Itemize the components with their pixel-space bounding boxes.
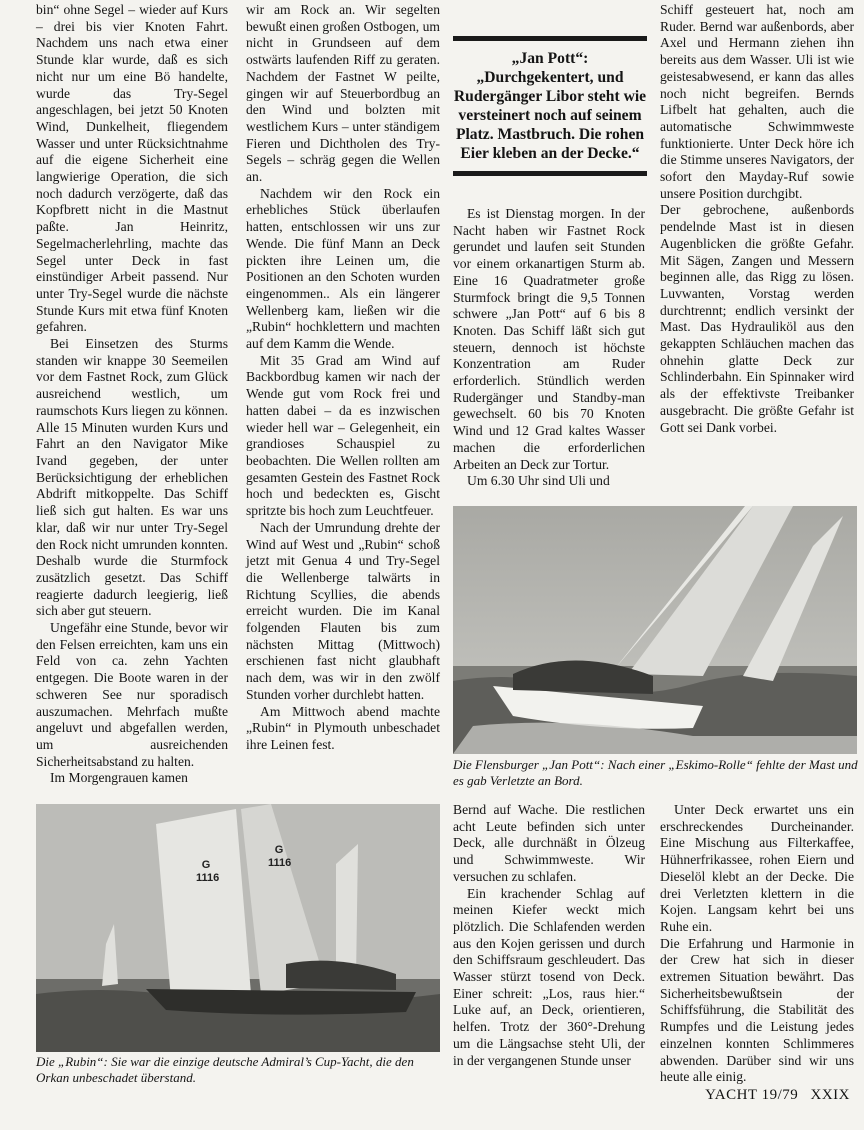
article-column-5 xyxy=(453,802,645,1069)
paragraph: Unter Deck erwartet uns ein erschreckendes Durcheinander. Eine Mischung aus Filterkaffee, Hühnerfrikassee, rohen Eiern und Dieselöl klebt an der Decke. Die drei Verletzten klettern in die Kojen. Langsam kehrt bei uns Ruhe ein. xyxy=(660,802,854,934)
photo-jan-pott xyxy=(453,506,857,754)
caption-rubin: Die „Rubin“: Sie war die einzige deutsche Admiral’s Cup-Yacht, die den Orkan unbeschadet überstand. xyxy=(36,1054,414,1085)
paragraph: Ein krachender Schlag auf meinen Kiefer weckt mich plötzlich. Die Schlafenden werden aus den Kojen gerissen und durch den Schiffsraum geschleudert. Das Wasser stürzt tosend von Deck. Einer schreit: „Los, raus hier.“ Luke auf, an Deck, orientieren, helfen. Trotz der 360°-Drehung um die Längsachse steht Uli, der in der vergangenen Stunde unser xyxy=(453,885,645,1068)
paragraph: Nachdem wir den Rock ein erhebliches Stück überlaufen hatten, entschlossen wir uns zur Wende. Die fünf Mann an Deck pickten ihre Leinen um, die Positionen an den Schoten wurden eingenommen.. Als ein längerer Wellenberg kam, ließen wir die „Rubin“ hochklettern und machten auf dem Kamm die Wende. xyxy=(246,185,440,352)
caption-jan-pott: Die Flensburger „Jan Pott“: Nach einer „Eskimo-Rolle“ fehlte der Mast und es gab Verletzte an Bord. xyxy=(453,757,858,788)
paragraph: Um 6.30 Uhr sind Uli und xyxy=(467,473,610,489)
article-column-2 xyxy=(246,2,440,754)
magazine-issue: YACHT 19/79 xyxy=(705,1087,799,1103)
paragraph: Die Erfahrung und Harmonie in der Crew hat sich in dieser extremen Situation bewährt. Das Sicherheitsbewußtsein der Schiffsführung, die Stabilität des Rumpfes und die Leistung jedes einzelnen konnten Schlimmeres abwenden. Darüber sind wir uns heute alle einig. xyxy=(660,935,854,1085)
pull-quote: „Jan Pott“: „Durchgekentert, und Rudergänger Libor steht wie versteinert noch auf seinem Platz. Mastbruch. Die rohen Eier kleben an der Decke.“ xyxy=(453,36,647,176)
sail-number-main: G 1116 xyxy=(196,859,220,884)
paragraph: Es ist Dienstag morgen. In der Nacht haben wir Fastnet Rock gerundet und laufen seit Stunden vor einem orkanartigen Sturm ab. Eine 16 Quadratmeter große Sturmfock bringt die 9,5 Tonnen schwere „Jan Pott“ auf 6 bis 8 Knoten. Das Schiff läßt sich gut steuern, dennoch ist höchste Konzentration am Ruder erforderlich. Stündlich werden Rudergänger und Standby-man gewechselt. 60 bis 70 Knoten Wind und 12 Grad kaltes Wasser machen die erforderlichen Arbeiten an Deck zur Tortur. xyxy=(453,206,645,472)
paragraph: Bernd auf Wache. Die restlichen acht Leute befinden sich unter Deck, alle durchnäßt in Ölzeug und Schwimmweste. Wir versuchen zu schlafen. xyxy=(453,802,645,884)
article-column-1 xyxy=(36,2,228,787)
article-column-3 xyxy=(453,206,645,490)
page-number: XXIX xyxy=(810,1087,850,1103)
paragraph: Bei Einsetzen des Sturms standen wir knappe 30 Seemeilen vor dem Fastnet Rock, zum Glück ausreichend westlich, um raumschots Kurs liegen zu können. Alle 15 Minuten wurden Kurs und Fahrt an den Navigator Mike Ivand gegeben, der unter Berücksichtigung der erheblichen Abdrift mitkoppelte. Das Schiff ließ sich gut halten. Es war uns klar, daß wir nur unter Try-Segel den Rock nicht umrunden konnten. Deshalb wurde die Sturmfock zusätzlich gesetzt. Das Schiff reagierte dadurch leegierig, ließ sich aber gut steuern. xyxy=(36,336,228,619)
sail-number-jib: G 1116 xyxy=(268,844,292,869)
article-column-6 xyxy=(660,802,854,1086)
paragraph: Am Mittwoch abend machte „Rubin“ in Plymouth unbeschadet ihre Leinen fest. xyxy=(246,703,440,752)
paragraph: Nach der Umrundung drehte der Wind auf West und „Rubin“ schoß jetzt mit Genua 4 und Try-Segel die Wellenberge talwärts in Richtung Scyllies, die abends erreicht wurden. Die im Kanal folgenden Flauten bis zum nächsten Mittag (Mittwoch) erschienen fast nicht glaubhaft nach dem, was wir in den zwölf Stunden vorher durchlebt hatten. xyxy=(246,519,440,702)
photo-rubin xyxy=(36,804,440,1052)
paragraph: Ungefähr eine Stunde, bevor wir den Felsen erreichten, kam uns ein Feld von ca. zehn Yachten entgegen. Die Boote waren in der schweren See nur sporadisch auszumachen. Mehrfach mußte angeluvt und abgefallen werden, um ausreichenden Sicherheitsabstand zu halten. xyxy=(36,620,228,769)
paragraph: bin“ ohne Segel – wieder auf Kurs – drei bis vier Knoten Fahrt. Nachdem uns nach etwa einer Stunde klar wurde, daß es sich nicht nur um eine Bö handelte, wurde das Try-Segel angeschlagen, bei jetzt 50 Knoten Wind, Dunkelheit, fliegendem Wasser und unter Rücksichtnahme auf die eigene Sicherheit eine langwierige Operation, die sich noch dadurch verzögerte, daß das Kopfbrett nicht in die Mastnut paßte. Jan Heinritz, Segelmacherlehrling, machte das Segel unter Deck in fast einstündiger Arbeit passend. Nur unter Try-Segel wurde die nächste Stunde Kurs mit etwa fünf Knoten gefahren. xyxy=(36,2,228,335)
article-column-4 xyxy=(660,2,854,436)
sailboat-photo-illustration xyxy=(453,506,857,754)
page-footer xyxy=(697,1087,850,1104)
paragraph: Im Morgengrauen kamen xyxy=(50,770,188,786)
sailboat-photo-illustration xyxy=(36,804,440,1052)
paragraph: Schiff gesteuert hat, noch am Ruder. Bernd war außenbords, aber Axel und Hermann ziehen ihn bereits aus dem Wasser. Uli ist wie geistesabwesend, er kann das alles noch nicht begreifen. Bernds Lifbelt hat gehalten, auch die automatische Schwimmweste funktionierte. Unter Deck höre ich die Stimme unseres Navigators, der sofort den Mayday-Ruf sowie unsere Position durchgibt. xyxy=(660,2,854,201)
paragraph: Der gebrochene, außenbords pendelnde Mast ist in diesen Augenblicken die größte Gefahr. Mit Sägen, Zangen und Messern beginnen alle, das Rigg zu lösen. Luvwanten, Vorstag werden durchtrennt; endlich versinkt der Mast. Das Hydrauliköl aus den gekappten Schläuchen machen das ohnehin glatte Deck zur Schlinderbahn. Ein Spinnaker wird als der effektivste Treibanker ausgebracht. Die größte Gefahr ist Gott sei Dank vorbei. xyxy=(660,202,854,435)
paragraph: wir am Rock an. Wir segelten bewußt einen großen Ostbogen, um nicht in Grundseen auf dem ostwärts laufenden Riff zu geraten. Nachdem der Fastnet W peilte, gingen wir auf Steuerbordbug an den Wind und bolzten mit westlichem Kurs – unter ständigem Fieren und Dichtholen des Try-Segels – schräg gegen die Wellen an. xyxy=(246,2,440,185)
paragraph: Mit 35 Grad am Wind auf Backbordbug kamen wir nach der Wende gut vom Rock frei und hatten dabei – da es inzwischen wieder hell war – Gelegenheit, ein grandioses Schauspiel zu beobachten. Die Wellen rollten am gesamten Gestein des Fastnet Rock hoch und bedeckten es, Gischt spritzte bis hoch zum Leuchtfeuer. xyxy=(246,352,440,519)
